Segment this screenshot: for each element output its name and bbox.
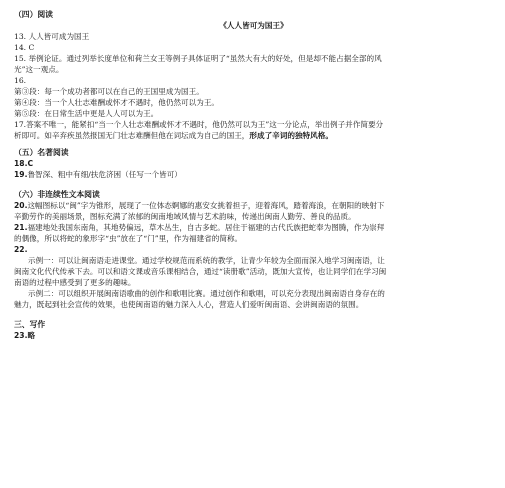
answer-17-line-1: 17.答案不唯一，能紧扣“当一个人壮志难酬或怀才不遇时，他仍然可以为王”这一分论点，举出例子并作简要分 [14, 120, 384, 129]
answer-19-text: 鲁智深、粗中有细/扶危济困（任写一个皆可） [27, 170, 182, 179]
answer-18: 18.C [14, 159, 34, 168]
answer-21-number: 21. [14, 223, 28, 232]
answer-17-line-2 [14, 130, 493, 141]
answer-21-text-1: 福建地处我国东南角，其地势偏远，草木丛生，自古多蛇。居住于福建的古代氏族把蛇奉为图腾，作为崇拜 [27, 223, 385, 232]
section-nontext-heading: （六）非连续性文本阅读 [14, 190, 100, 199]
answer-19 [14, 169, 493, 180]
answer-16-para-5: 第⑤段：在日常生活中更是人人可以为王。 [14, 109, 159, 118]
section-reading-heading: （四）阅读 [14, 10, 53, 19]
answer-20-number: 20. [14, 201, 28, 210]
answer-20-line-1 [14, 200, 493, 211]
answer-20-line-2: 辛勤劳作的美丽场景，图标充满了浓郁的闽南地域风情与艺术韵味，传递出闽南人勤劳、善良的品质。 [14, 212, 356, 221]
answer-21-line-1 [14, 222, 493, 233]
answer-22: 22. [14, 245, 28, 254]
answer-14: 14. C [14, 43, 35, 52]
answer-16-para-4: 第④段：当一个人壮志难酬或怀才不遇时，他仍然可以为王。 [14, 98, 220, 107]
answer-16: 16. [14, 76, 27, 85]
answer-17-text: 析即可。如辛弃疾虽然报国无门壮志难酬但他在词坛成为自己的国王， [14, 131, 250, 140]
answer-22-example-1-line-2: 闽南文化代代传承下去。可以和语文课或音乐课相结合，通过“读册歌”活动，既加大宣传，也让同学们在学习闽 [14, 267, 387, 276]
section-classics-heading: （五）名著阅读 [14, 148, 69, 157]
answer-17-emphasis: 形成了辛词的独特风格。 [249, 131, 333, 140]
section-writing-heading: 三、写作 [14, 320, 46, 329]
answer-20-text-1: 这幅图标以“闽”字为锥形，展现了一位体态婀娜的惠安女挑着担子，迎着海风，踏着海浪，在朝阳的映射下 [27, 201, 385, 210]
answer-22-example-1-line-1: 示例一：可以让闽南语走进课堂。通过学校规范而系统的教学，让青少年较为全面而深入地学习闽南语，让 [28, 256, 385, 265]
answer-23: 23.略 [14, 331, 36, 340]
answer-19-number: 19. [14, 170, 28, 179]
answer-22-example-1-line-3: 南语的过程中感受到了更多的趣味。 [14, 278, 136, 287]
answer-13: 13. 人人皆可成为国王 [14, 32, 90, 41]
answer-22-example-2-line-1: 示例二：可以组织开展闽南语歌曲的创作和歌唱比赛。通过创作和歌唱，可以充分表现出闽南语自身存在的 [28, 289, 385, 298]
answer-16-para-3: 第③段：每一个成功者都可以在自己的王国里成为国王。 [14, 87, 204, 96]
answer-15-line-2: 光”这一观点。 [14, 65, 64, 74]
answer-21-line-2: 的偶像，所以将蛇的象形字“虫”放在了“门”里，作为福建省的简称。 [14, 234, 243, 243]
article-title: 《人人皆可为国王》 [219, 21, 288, 30]
answer-22-example-2-line-2: 魅力，既起到社会宣传的效果，也使闽南语的魅力深入人心，营造人们爱听闽南语、会讲闽南语的氛围。 [14, 300, 364, 309]
answer-15-line-1: 15. 举例论证。通过列举长度单位和荷兰女王等例子具体证明了“虽然大有大的好处，但是却不能占据全部的风 [14, 54, 382, 63]
